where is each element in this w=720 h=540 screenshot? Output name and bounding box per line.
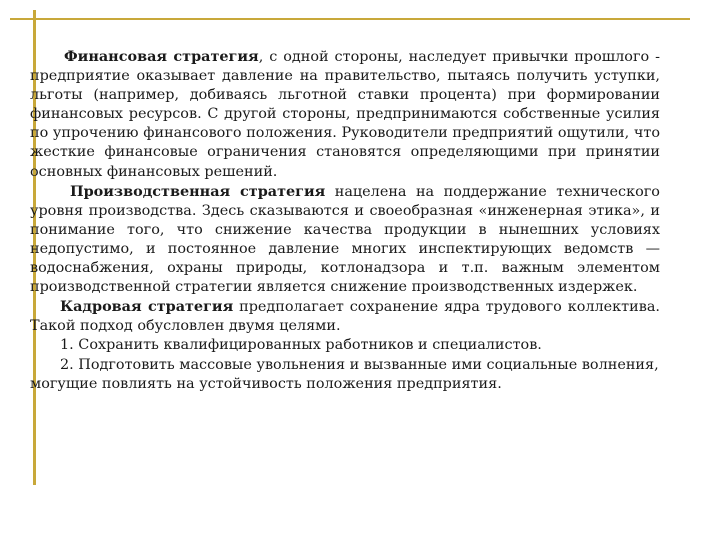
term-production-strategy: Производственная стратегия — [70, 182, 326, 200]
slide-body — [30, 47, 660, 394]
term-hr-strategy: Кадровая стратегия — [60, 298, 234, 316]
paragraph-financial-strategy — [30, 47, 660, 182]
decorative-horizontal-line — [10, 18, 690, 20]
term-financial-strategy: Финансовая стратегия — [64, 48, 259, 65]
list-item: 2. Подготовить массовые увольнения и вызванные ими социальные волнения, могущие повлиять на устойчивость положения предприятия. — [30, 356, 659, 392]
paragraph-text: , с одной стороны, наследует привычки прошлого - предприятие оказывает давление на правительство, пытаясь получить уступки, льготы (например, добиваясь льготной ставки процента) при формировании финансовых ресурсов. С другой стороны, предпринимаются собственные усилия по упрочению финансового положения. Руководители предприятий ощутили, что жесткие финансовые ограничения становятся определяющими при принятии основных финансовых решений. — [30, 49, 660, 180]
paragraph-text: предполагает сохранение ядра трудового коллектива. Такой подход обусловлен двумя целями. — [30, 299, 660, 335]
list-item: 1. Сохранить квалифицированных работников и специалистов. — [60, 337, 542, 354]
paragraph-hr-strategy — [30, 297, 660, 336]
paragraph-text: нацелена на поддержание технического уровня производства. Здесь сказываются и своеобразная «инженерная этика», и понимание того, что снижение качества продукции в нынешних условиях недопустимо, и постоянное давление многих инспектирующих ведомств — водоснабжения, охраны природы, котлонадзора и т.п. важным элементом производственной стратегии является снижение производственных издержек. — [30, 183, 660, 296]
paragraph-production-strategy — [30, 182, 660, 298]
